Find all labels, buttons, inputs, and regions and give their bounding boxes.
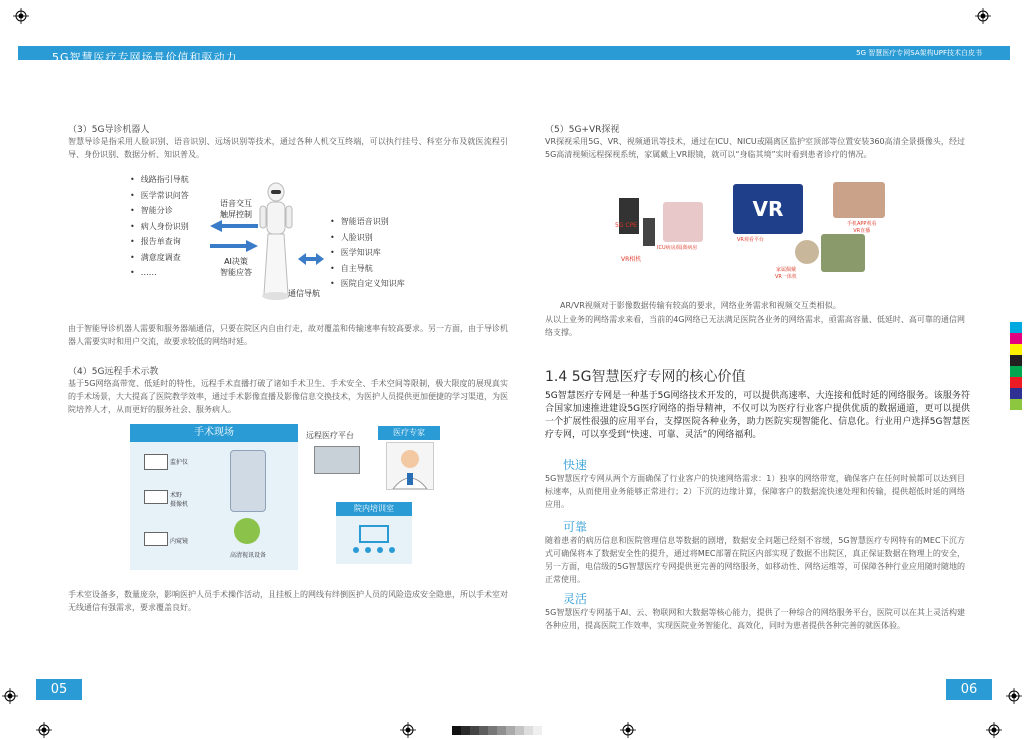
hd-video-label: 高清视讯设备 xyxy=(230,552,267,559)
flexible-paragraph: 5G智慧医疗专网基于AI、云、物联网和大数据等核心能力，提供了一种综合的网络服务平台，医院可以在其上灵活构建各种应用，提高医院工作效率，实现医院业务智能化、高效化，同时为患者提供各种完善的就医体验。 xyxy=(545,608,965,630)
grayscale-bar xyxy=(452,726,542,735)
app-viewer-label: 手机APP观看 VR直播 xyxy=(847,221,877,234)
right-header-title: 5G 智慧医疗专网SA架构UPF技术白皮书 xyxy=(856,49,982,57)
color-swatch xyxy=(1010,366,1022,377)
robot-paragraph-2: 由于智能导诊机器人需要和服务器端通信，只要在院区内自由行走，故对覆盖和传输速率有较高要求。另一方面，由于导诊机器人需要实时和用户交流，故要求较低的网络时延。 xyxy=(68,324,508,346)
vr-diagram xyxy=(615,180,905,280)
color-swatch xyxy=(1010,322,1022,333)
vr-platform-graphic: VR xyxy=(733,184,803,234)
robot-function-item: • 智能分诊 xyxy=(130,203,189,219)
surgery-diagram xyxy=(130,424,448,570)
monitor-label: 监护仪 xyxy=(170,459,189,466)
color-swatch xyxy=(1010,377,1022,388)
expert-title: 医疗专家 xyxy=(378,426,440,440)
platform-title: 远程医疗平台 xyxy=(306,431,354,440)
patient-photo xyxy=(663,202,703,242)
robot-diagram xyxy=(130,172,430,307)
surgery-paragraph-2: 手术室设备多，数量庞杂，影响医护人员手术操作活动，且挂板上的网线有绊倒医护人员的风险造成安全隐患，所以手术室对无线通信有强需求，要求覆盖良好。 xyxy=(68,590,508,612)
registration-mark-icon xyxy=(13,8,29,24)
registration-mark-icon xyxy=(2,688,18,704)
server-icon xyxy=(314,446,360,474)
registration-mark-icon xyxy=(986,722,1002,738)
training-room-title: 院内培训室 xyxy=(336,502,412,516)
reliable-paragraph: 随着患者的病历信息和医院管理信息等数据的剧增，数据安全问题已经刻不容缓，5G智慧医疗专网特有的MEC下沉方式可确保将本了数据安全性的提升，通过将MEC部署在院区内部实现了数据不出院区，真正保证数据在物理上的安全，另一方面，电信级的5G智慧医疗专网提供更完善的网络服务，如移动性、网络运维等，可保障各种行业应用随时随地的正常使用。 xyxy=(545,536,965,584)
robot-capability-item: • 自主导航 xyxy=(330,261,405,277)
robot-capability-item: • 人脸识别 xyxy=(330,230,405,246)
section-title-surgery: （4）5G远程手术示教 xyxy=(68,367,159,377)
icu-label: ICU病房/隔离病房 xyxy=(657,245,698,251)
fast-title: 快速 xyxy=(563,458,588,472)
left-header-bar xyxy=(18,46,530,64)
registration-mark-icon xyxy=(975,8,991,24)
robot-function-item: • 满意度调查 xyxy=(130,250,189,266)
robot-right-list xyxy=(330,214,405,292)
section-title-robot: （3）5G导诊机器人 xyxy=(68,125,150,135)
robot-function-item: • 线路指引导航 xyxy=(130,172,189,188)
family-vr-label: 家属佩戴 VR一体机 xyxy=(775,267,797,280)
robot-capability-item: • 智能语音识别 xyxy=(330,214,405,230)
robot-function-item: • 病人身份识别 xyxy=(130,219,189,235)
ai-decision-label: AI决策 智能应答 xyxy=(220,257,252,277)
robot-function-item: • 报告单查询 xyxy=(130,234,189,250)
color-swatch xyxy=(1010,355,1022,366)
vr-server-label: VR观看平台 xyxy=(737,237,764,243)
robot-icon xyxy=(256,182,296,304)
color-swatch xyxy=(1010,333,1022,344)
color-swatch xyxy=(1010,388,1022,399)
color-swatch xyxy=(1010,399,1022,410)
reliable-title: 可靠 xyxy=(563,520,588,534)
robot-capability-item: • 医院自定义知识库 xyxy=(330,276,405,292)
left-header-title: 5G智慧医疗专网场景价值和驱动力 xyxy=(52,51,238,64)
color-calibration-bar xyxy=(1010,322,1022,410)
flexible-title: 灵活 xyxy=(563,592,588,606)
hd-video-device-icon xyxy=(234,518,260,544)
registration-mark-icon xyxy=(36,722,52,738)
medical-device-icon xyxy=(230,450,266,512)
page-number-left: 05 xyxy=(36,679,82,700)
endoscope-icon xyxy=(144,532,168,546)
arrows-icon xyxy=(210,218,260,258)
doctor-icon xyxy=(386,442,434,490)
robot-paragraph: 智慧导诊是指采用人脸识别、语音识别、远场识别等技术，通过各种人机交互终端，可以执行挂号、科室分布及就医流程引导、身份识别、数据分析、知识普及。 xyxy=(68,137,508,159)
page-number-right: 06 xyxy=(946,679,992,700)
color-swatch xyxy=(1010,344,1022,355)
cpe-label: 5G CPE xyxy=(615,222,637,229)
registration-mark-icon xyxy=(1006,688,1022,704)
core-value-paragraph: 5G智慧医疗专网是一种基于5G网络技术开发的，可以提供高速率、大连接和低时延的网络服务。该服务符合国家加速推进建设5G医疗网络的指导精神，不仅可以为医疗行业客户提供优质的数据通道，更可以提供一个扩展性很强的应用平台，支撑医院各种业务，助力医院实现智能化、信息化。行业用户选择5G智慧医疗专网，可以享受到“快速、可靠、灵活”的网络福利。 xyxy=(545,391,970,440)
fast-paragraph: 5G智慧医疗专网从两个方面确保了行业客户的快速网络需求：1）独享的网络带宽，确保客户在任何时候都可以达到目标速率，从而使用业务能够正常进行；2）下沉的边缘计算，保障客户的数据流快速处理和传输，提供超低时延的网络应用。 xyxy=(545,474,965,509)
core-value-title: 1.4 5G智慧医疗专网的核心价值 xyxy=(545,369,746,385)
surgery-scene-title: 手术现场 xyxy=(130,424,298,442)
registration-mark-icon xyxy=(400,722,416,738)
camera-label: 术野 摄像机 xyxy=(170,492,189,508)
touch-control-label: 语音交互 触屏控制 xyxy=(220,199,252,219)
registration-mark-icon xyxy=(620,722,636,738)
training-room-icon xyxy=(336,516,412,564)
vr-paragraph-3: 从以上业务的网络需求来看，当前的4G网络已无法满足医院各业务的网络需求，亟需高容量、低延时、高可靠的通信网络支撑。 xyxy=(545,315,965,337)
app-viewer-photo xyxy=(833,182,885,218)
robot-left-list xyxy=(130,172,189,281)
robot-capability-item: • 医学知识库 xyxy=(330,245,405,261)
comm-nav-label: 通信导航 xyxy=(288,289,320,298)
section-title-vr: （5）5G+VR探视 xyxy=(545,125,620,135)
family-vr-photo xyxy=(795,240,819,264)
monitor-icon xyxy=(144,454,168,470)
vr-camera-label: VR相机 xyxy=(621,256,642,263)
endoscope-label: 内窥镜 xyxy=(170,538,189,545)
vr-paragraph: VR探视采用5G、VR、视频通讯等技术，通过在ICU、NICU或隔离区监护室顶部等位置安装360高清全景摄像头，经过5G高清视频远程探视系统，家属戴上VR眼镜，就可以“身临其境”实时看到患者诊疗的情况。 xyxy=(545,137,965,159)
robot-function-item: • …… xyxy=(130,265,189,281)
robot-function-item: • 医学常识问答 xyxy=(130,188,189,204)
family-photo xyxy=(821,234,865,272)
vr-camera-icon xyxy=(643,218,655,246)
double-arrow-icon xyxy=(298,252,324,266)
right-header-bar xyxy=(530,46,1010,60)
vr-paragraph-2: AR/VR视频对于影像数据传输有较高的要求，网络业务需求和视频交互类相似。 xyxy=(560,301,841,310)
surgery-paragraph: 基于5G网络高带宽、低延时的特性，远程手术直播打破了诸如手术卫生、手术安全、手术空间等限制，极大限度的展现真实的手术场景，大大提高了医院教学效率，通过手术影像直播及影像信息交换技术，为医护人员提供更加便捷的学习渠道，为医院培养人才，从而更好的服务社会、服务病人。 xyxy=(68,379,508,414)
camera-icon xyxy=(144,490,168,504)
